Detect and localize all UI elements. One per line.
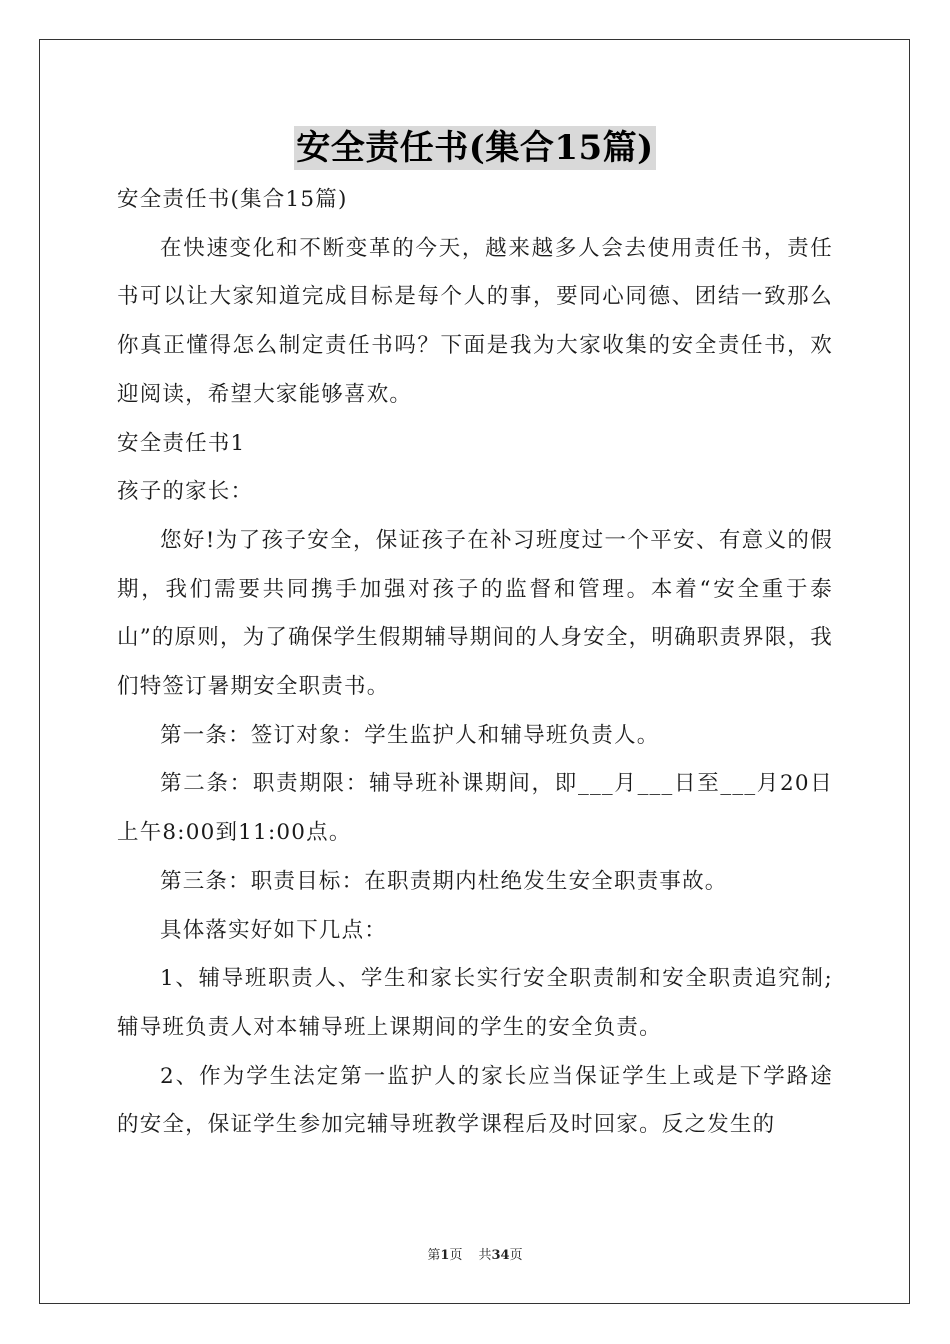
page-footer (0, 1247, 950, 1265)
paragraph: 安全责任书(集合15篇) (117, 187, 348, 212)
paragraph: 您好!为了孩子安全，保证孩子在补习班度过一个平安、有意义的假期，我们需要共同携手加强对孩子的监督和管理。本着“安全重于泰山”的原则，为了确保学生假期辅导期间的人身安全，明确职责界限，我们特签订暑期安全职责书。 (117, 527, 833, 700)
title-container (0, 126, 950, 170)
page-number-prefix: 第 (427, 1248, 441, 1263)
paragraph: 孩子的家长： (117, 479, 254, 505)
paragraph: 第一条：签订对象：学生监护人和辅导班负责人。 (160, 722, 660, 748)
total-pages-prefix: 共 (478, 1248, 492, 1263)
paragraph: 1、辅导班职责人、学生和家长实行安全职责制和安全职责追究制;辅导班负责人对本辅导班上课期间的学生的安全负责。 (117, 966, 833, 1040)
paragraph: 在快速变化和不断变革的今天，越来越多人会去使用责任书，责任书可以让大家知道完成目标是每个人的事，要同心同德、团结一致那么你真正懂得怎么制定责任书吗？下面是我为大家收集的安全责任书，欢迎阅读，希望大家能够喜欢。 (117, 235, 833, 407)
page-number-current: 1 (440, 1248, 450, 1263)
total-pages-suffix: 页 (509, 1248, 523, 1263)
total-pages-count: 34 (491, 1248, 510, 1263)
paragraph: 2、作为学生法定第一监护人的家长应当保证学生上或是下学路途的安全，保证学生参加完辅导班教学课程后及时回家。反之发生的 (117, 1063, 833, 1138)
paragraph: 具体落实好如下几点： (160, 917, 388, 943)
document-body (117, 176, 833, 1150)
paragraph: 第三条：职责目标：在职责期内杜绝发生安全职责事故。 (160, 868, 728, 894)
page-number-suffix: 页 (449, 1248, 463, 1263)
document-title: 安全责任书(集合15篇) (296, 128, 654, 168)
paragraph: 第二条：职责期限：辅导班补课期间，即___月___日至___月20日上午8:00到11:00点。 (117, 771, 833, 846)
paragraph: 安全责任书1 (117, 430, 246, 456)
